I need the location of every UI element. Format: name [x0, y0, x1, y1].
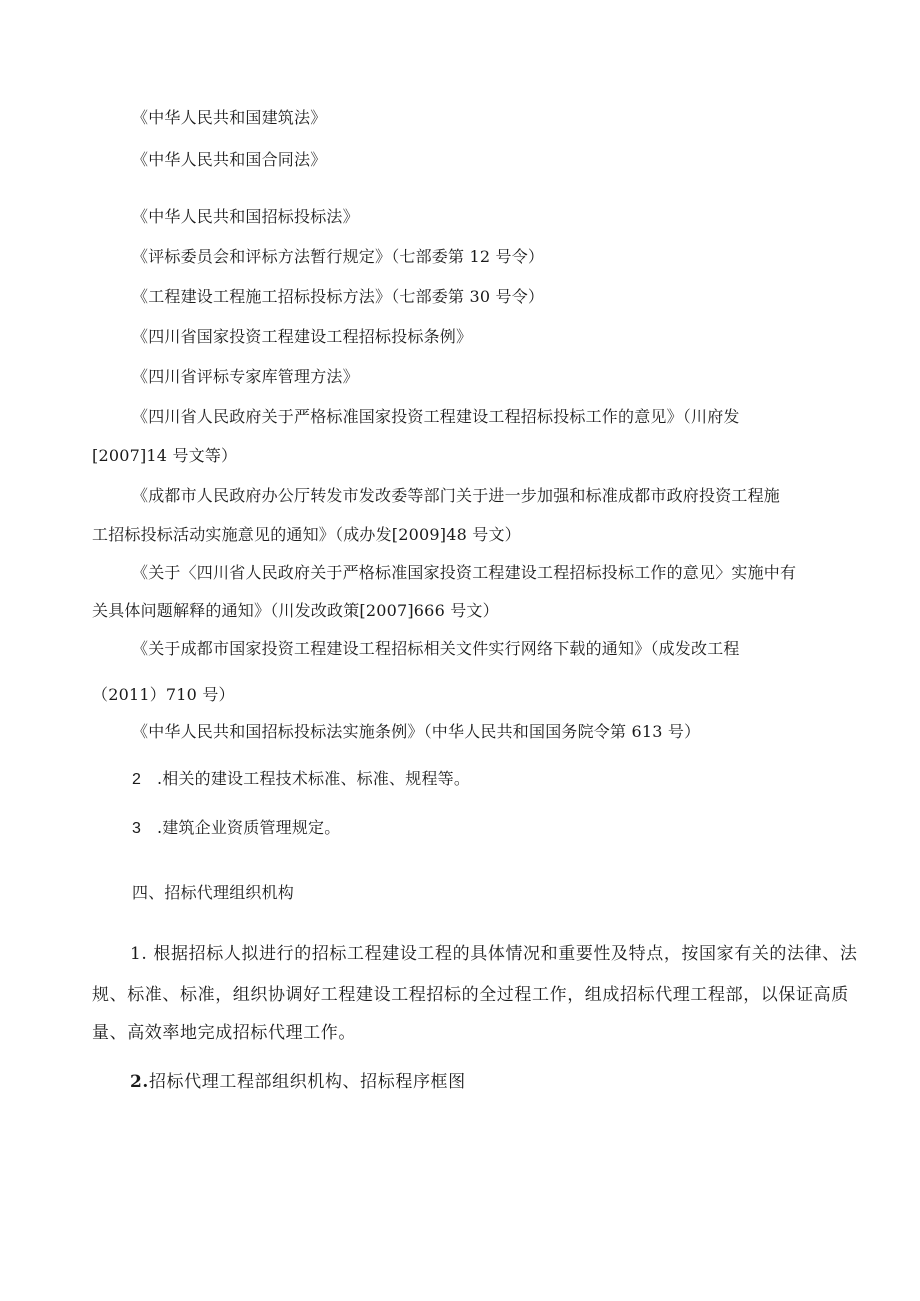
law-item-contract: 《中华人民共和国合同法》: [132, 150, 327, 169]
law-item-interpretation-line2: 关具体问题解释的通知》（川发改政策[2007]666 号文）: [92, 601, 499, 620]
law-item-sichuan-regulation: 《四川省国家投资工程建设工程招标投标条例》: [132, 327, 473, 346]
paragraph-1-line1: 1. 根据招标人拟进行的招标工程建设工程的具体情况和重要性及特点，按国家有关的法律、法: [130, 944, 858, 964]
law-item-chengdu-notice-line2: 工招标投标活动实施意见的通知》（成办发[2009]48 号文）: [92, 525, 521, 544]
law-item-sichuan-expert: 《四川省评标专家库管理方法》: [132, 367, 359, 386]
law-item-download-notice-line2: （2011）710 号）: [92, 685, 235, 704]
law-item-interpretation-line1: 《关于〈四川省人民政府关于严格标准国家投资工程建设工程招标投标工作的意见〉实施中有: [132, 563, 797, 582]
law-item-sichuan-opinion-line2: [2007]14 号文等）: [92, 446, 238, 465]
law-item-implementation-regulation: 《中华人民共和国招标投标法实施条例》（中华人民共和国国务院令第 613 号）: [132, 722, 701, 741]
list-item-2-number: 2: [132, 771, 142, 788]
section-heading-4: 四、招标代理组织机构: [132, 883, 295, 902]
law-item-sichuan-opinion-line1: 《四川省人民政府关于严格标准国家投资工程建设工程招标投标工作的意见》（川府发: [132, 407, 740, 426]
law-item-construction: 《中华人民共和国建筑法》: [132, 108, 327, 127]
list-item-3-number: 3: [132, 820, 142, 837]
paragraph-2: [130, 1071, 466, 1093]
law-item-chengdu-notice-line1: 《成都市人民政府办公厅转发市发改委等部门关于进一步加强和标准成都市政府投资工程施: [132, 486, 781, 505]
law-item-construction-bidding: 《工程建设工程施工招标投标方法》（七部委第 30 号令）: [132, 287, 545, 306]
list-item-2: [132, 769, 470, 790]
paragraph-2-number: 2.: [130, 1072, 149, 1092]
law-item-bidding: 《中华人民共和国招标投标法》: [132, 207, 359, 226]
list-item-3: [132, 818, 340, 839]
list-item-3-text: .建筑企业资质管理规定。: [156, 818, 341, 837]
list-item-2-text: .相关的建设工程技术标准、标准、规程等。: [156, 769, 471, 788]
paragraph-1-line2: 规、标准、标准，组织协调好工程建设工程招标的全过程工作，组成招标代理工程部，以保证高质: [92, 985, 849, 1005]
paragraph-2-text: 招标代理工程部组织机构、招标程序框图: [148, 1072, 466, 1092]
paragraph-1-line3: 量、高效率地完成招标代理工作。: [92, 1023, 356, 1043]
law-item-download-notice-line1: 《关于成都市国家投资工程建设工程招标相关文件实行网络下载的通知》（成发改工程: [132, 639, 740, 658]
law-item-evaluation: 《评标委员会和评标方法暂行规定》（七部委第 12 号令）: [132, 247, 545, 266]
